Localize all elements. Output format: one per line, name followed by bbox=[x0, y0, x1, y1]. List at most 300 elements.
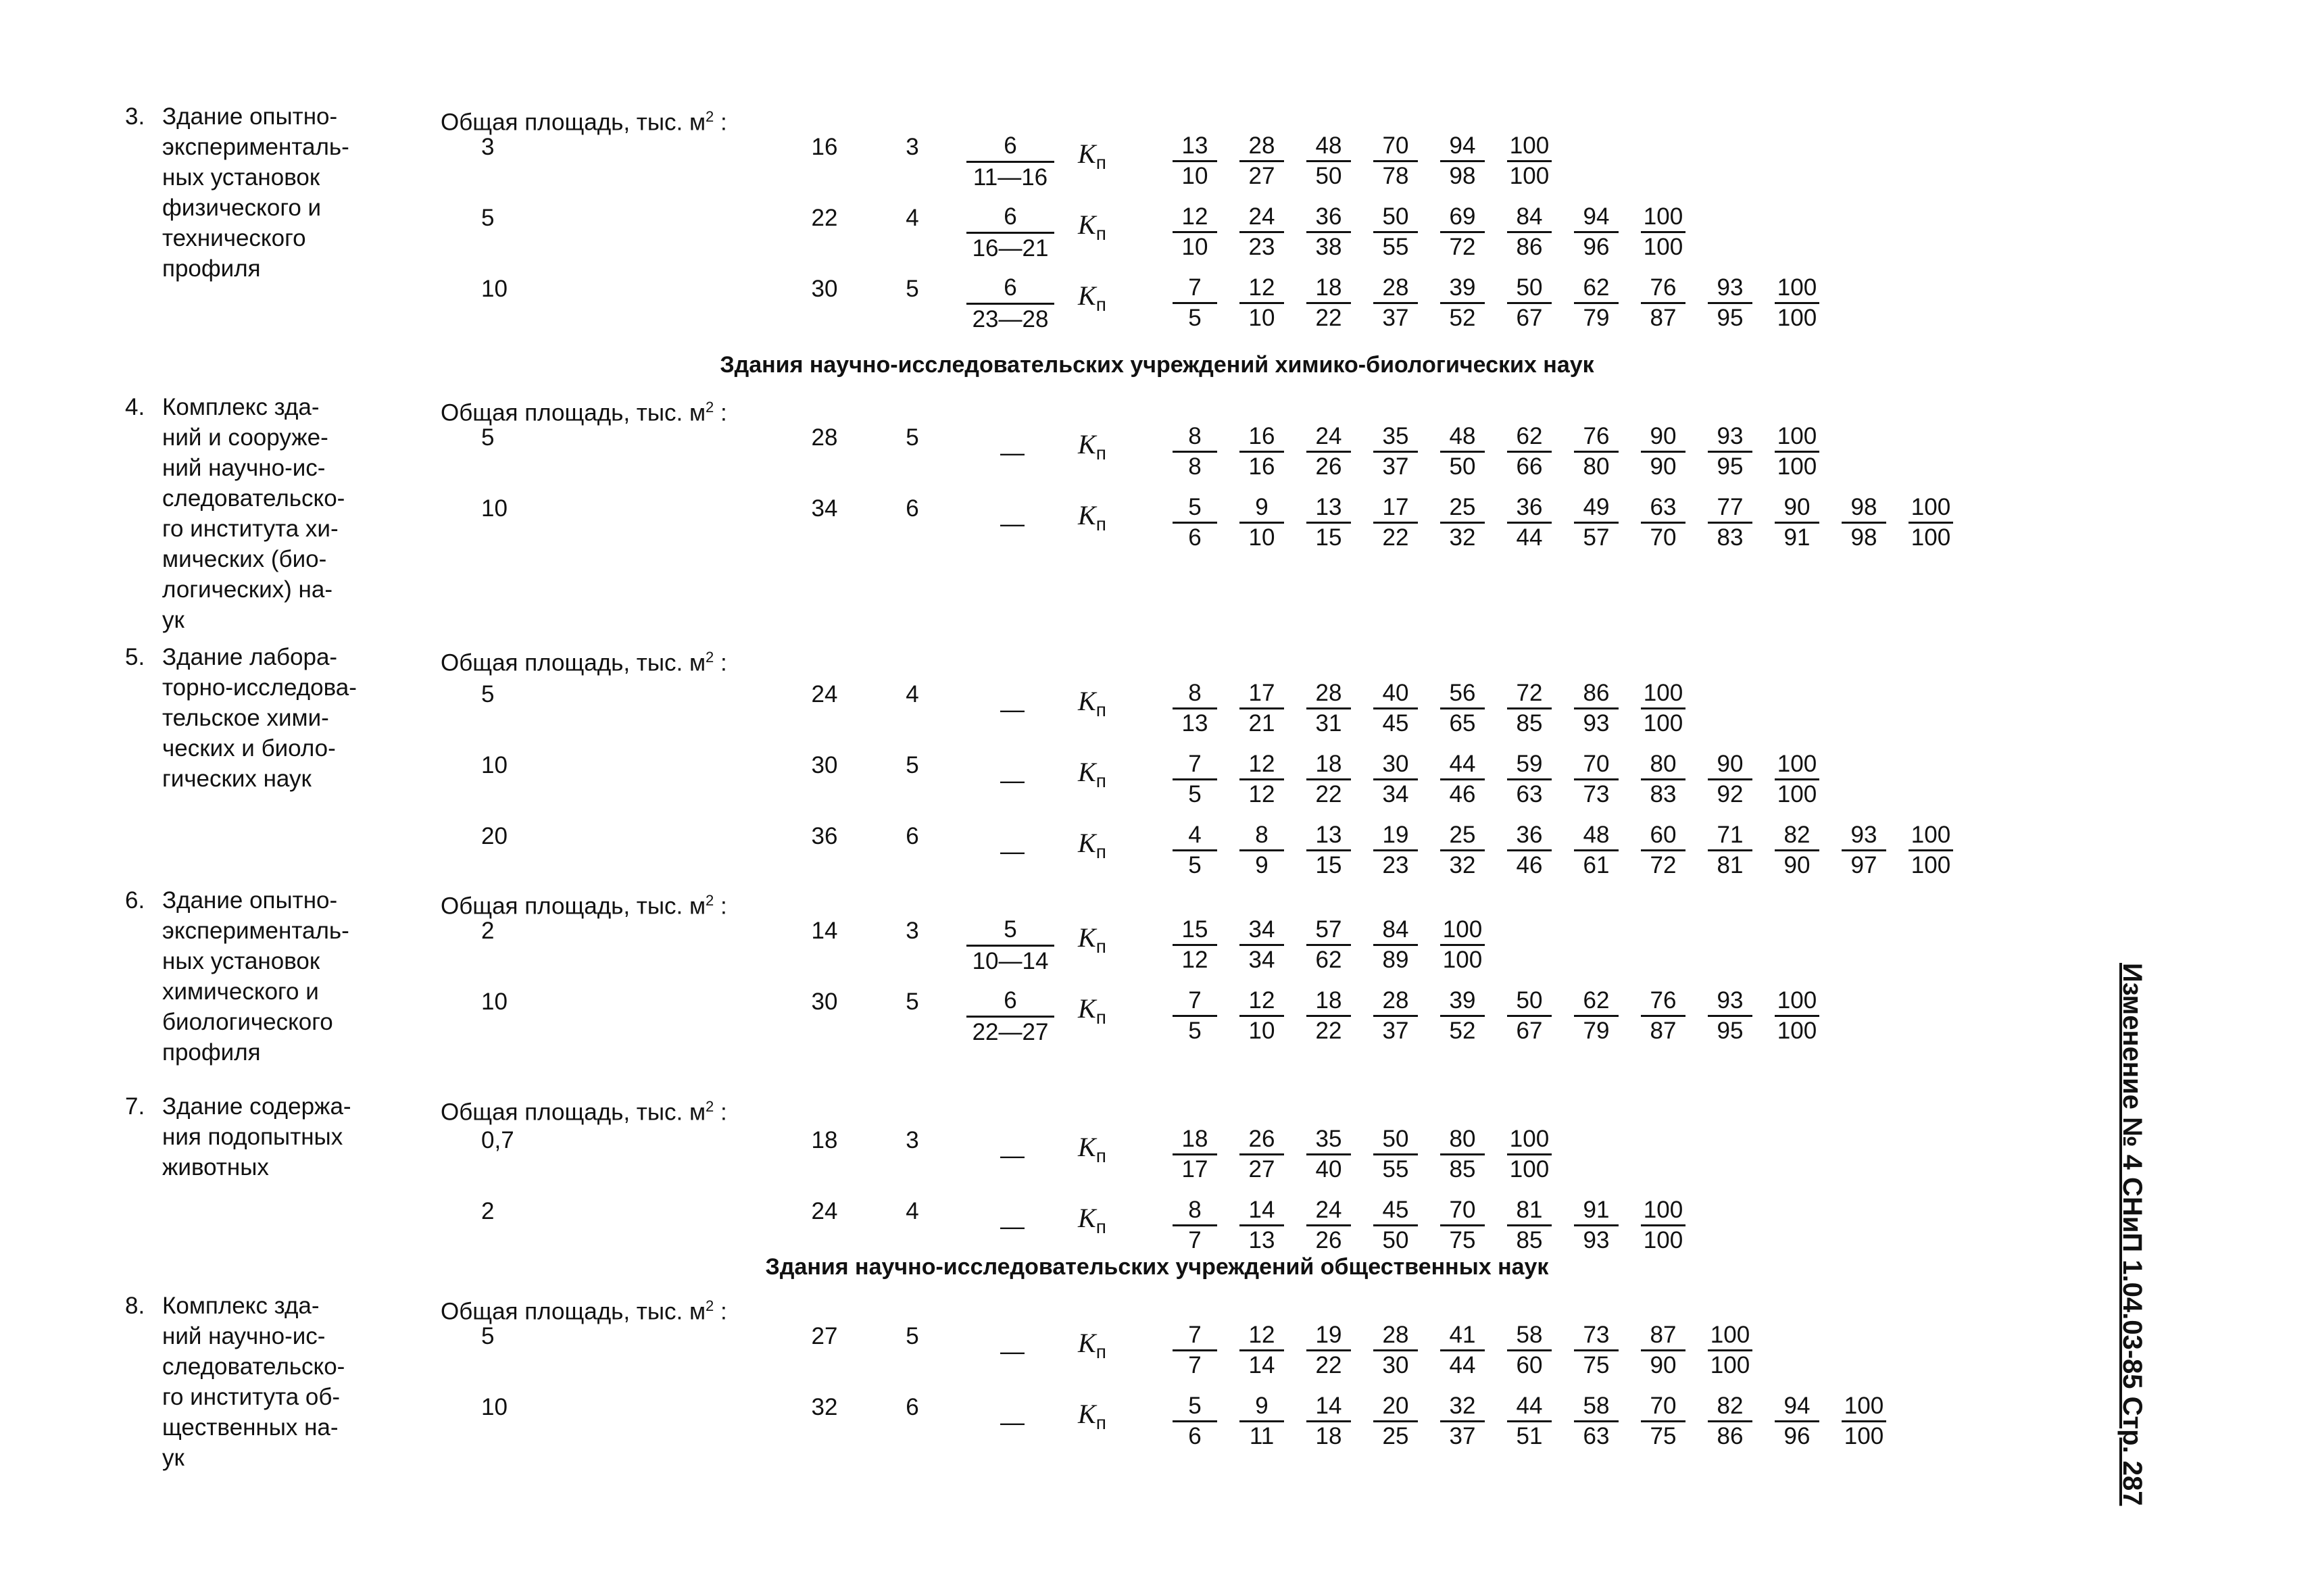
kp-value-fraction bbox=[1173, 422, 1217, 481]
fraction-numerator: 58 bbox=[1507, 1321, 1552, 1351]
fraction-denominator: 73 bbox=[1583, 781, 1610, 807]
kp-coefficient-symbol bbox=[1078, 686, 1106, 725]
total-area-header: Общая площадь, тыс. $м^2$ : bbox=[441, 892, 727, 920]
fraction-numerator: 94 bbox=[1574, 203, 1619, 233]
fraction-numerator: 5 bbox=[1173, 1392, 1217, 1422]
fraction-numerator: 93 bbox=[1708, 274, 1752, 304]
table-row bbox=[0, 1392, 2000, 1466]
fraction-denominator: 44 bbox=[1516, 524, 1543, 551]
total-area-header: Общая площадь, тыс. $м^2$ : bbox=[441, 399, 727, 426]
fraction-numerator: 13 bbox=[1173, 132, 1217, 162]
kp-coefficient-symbol bbox=[1078, 1328, 1106, 1367]
kp-value-fraction bbox=[1173, 493, 1217, 552]
kp-value-fraction bbox=[1909, 821, 1953, 880]
fraction-numerator: 44 bbox=[1507, 1392, 1552, 1422]
stage-value: 5 bbox=[906, 1323, 919, 1349]
kp-value-fraction bbox=[1440, 493, 1485, 552]
fraction-denominator: 90 bbox=[1650, 1352, 1677, 1378]
fraction-numerator: 7 bbox=[1173, 274, 1217, 304]
kp-value-fraction bbox=[1440, 987, 1485, 1045]
fraction-denominator: 100 bbox=[1643, 710, 1683, 737]
fraction-numerator: 6 bbox=[966, 987, 1054, 1018]
fraction-denominator: 6 bbox=[1188, 524, 1202, 551]
kp-value-fraction bbox=[1173, 916, 1217, 974]
fraction-numerator: 100 bbox=[1507, 132, 1552, 162]
kp-value-fraction bbox=[1641, 1196, 1685, 1255]
fraction-numerator: 12 bbox=[1239, 750, 1284, 780]
stage-value: 5 bbox=[906, 424, 919, 451]
kp-value-fraction bbox=[1373, 203, 1418, 261]
kp-value-fraction bbox=[1239, 1196, 1284, 1255]
fraction-numerator: 93 bbox=[1842, 821, 1886, 851]
area-unit-superscript: 2 bbox=[706, 399, 714, 416]
fraction-denominator: 87 bbox=[1650, 305, 1677, 331]
item-number: 6. bbox=[125, 887, 145, 914]
fraction-numerator: 73 bbox=[1574, 1321, 1619, 1351]
area-value: 2 bbox=[481, 918, 495, 944]
stage-value: 3 bbox=[906, 1127, 919, 1153]
fraction-numerator: 94 bbox=[1775, 1392, 1819, 1422]
fraction-denominator: 83 bbox=[1650, 781, 1677, 807]
fraction-denominator: 100 bbox=[1777, 453, 1817, 480]
total-area-label: Общая площадь, тыс. м bbox=[441, 399, 706, 426]
fraction-denominator: 100 bbox=[1442, 947, 1483, 973]
kp-subscript: п bbox=[1096, 1412, 1106, 1433]
fraction-numerator: 12 bbox=[1173, 203, 1217, 233]
duration-value: 16 bbox=[811, 134, 838, 160]
fraction-numerator: 28 bbox=[1373, 987, 1418, 1017]
fraction-denominator: 100 bbox=[1509, 163, 1550, 189]
fraction-numerator: 28 bbox=[1239, 132, 1284, 162]
fraction-denominator: 16—21 bbox=[972, 235, 1049, 261]
kp-value-fraction bbox=[1574, 493, 1619, 552]
fraction-numerator: 18 bbox=[1173, 1125, 1217, 1155]
kp-coefficient-symbol bbox=[1078, 1132, 1106, 1171]
kp-value-fraction bbox=[1708, 1321, 1752, 1380]
fraction-denominator: 44 bbox=[1449, 1352, 1476, 1378]
stage-value: 4 bbox=[906, 1198, 919, 1224]
area-value: 0,7 bbox=[481, 1127, 514, 1153]
fraction-numerator: 71 bbox=[1708, 821, 1752, 851]
fraction-denominator: 10 bbox=[1181, 163, 1208, 189]
kp-value-fraction bbox=[1239, 1321, 1284, 1380]
fraction-denominator: 61 bbox=[1583, 852, 1610, 878]
kp-value-fraction bbox=[1306, 132, 1351, 191]
kp-value-fraction bbox=[1373, 132, 1418, 191]
term-fraction bbox=[966, 132, 1054, 192]
area-value: 5 bbox=[481, 424, 495, 451]
fraction-numerator: 7 bbox=[1173, 750, 1217, 780]
stage-value: 4 bbox=[906, 681, 919, 707]
fraction-denominator: 27 bbox=[1248, 1156, 1275, 1182]
fraction-numerator: 100 bbox=[1775, 987, 1819, 1017]
fraction-denominator: 22 bbox=[1315, 1352, 1342, 1378]
fraction-numerator: 6 bbox=[966, 132, 1054, 163]
fraction-numerator: 17 bbox=[1239, 679, 1284, 709]
kp-letter: K bbox=[1078, 139, 1096, 169]
total-area-label: Общая площадь, тыс. м bbox=[441, 1099, 706, 1126]
fraction-denominator: 37 bbox=[1382, 453, 1409, 480]
kp-value-fraction bbox=[1440, 821, 1485, 880]
kp-value-fraction bbox=[1173, 821, 1217, 880]
no-term-dash: — bbox=[1000, 1337, 1025, 1365]
kp-value-fraction bbox=[1173, 750, 1217, 809]
fraction-numerator: 5 bbox=[966, 916, 1054, 947]
kp-value-fraction bbox=[1373, 916, 1418, 974]
fraction-denominator: 22—27 bbox=[972, 1019, 1049, 1045]
fraction-denominator: 89 bbox=[1382, 947, 1409, 973]
kp-coefficient-symbol bbox=[1078, 429, 1106, 468]
fraction-numerator: 12 bbox=[1239, 987, 1284, 1017]
kp-value-fraction bbox=[1641, 821, 1685, 880]
fraction-numerator: 8 bbox=[1173, 679, 1217, 709]
fraction-denominator: 10—14 bbox=[972, 948, 1049, 974]
table-row bbox=[0, 821, 2000, 895]
duration-value: 36 bbox=[811, 823, 838, 849]
kp-value-fraction bbox=[1173, 987, 1217, 1045]
fraction-denominator: 91 bbox=[1783, 524, 1811, 551]
table-row bbox=[0, 132, 2000, 206]
fraction-numerator: 9 bbox=[1239, 493, 1284, 524]
fraction-numerator: 19 bbox=[1306, 1321, 1351, 1351]
kp-value-fraction bbox=[1173, 132, 1217, 191]
kp-value-fraction bbox=[1173, 1392, 1217, 1451]
term-fraction bbox=[966, 274, 1054, 334]
kp-value-fraction bbox=[1373, 821, 1418, 880]
fraction-numerator: 26 bbox=[1239, 1125, 1284, 1155]
stage-value: 6 bbox=[906, 1394, 919, 1420]
kp-letter: K bbox=[1078, 280, 1096, 311]
fraction-numerator: 12 bbox=[1239, 274, 1284, 304]
kp-value-fraction bbox=[1507, 422, 1552, 481]
kp-value-fraction bbox=[1239, 750, 1284, 809]
fraction-denominator: 31 bbox=[1315, 710, 1342, 737]
fraction-numerator: 70 bbox=[1574, 750, 1619, 780]
fraction-numerator: 98 bbox=[1842, 493, 1886, 524]
no-term-dash: — bbox=[1000, 1212, 1025, 1240]
kp-subscript: п bbox=[1096, 1216, 1106, 1237]
kp-value-fraction bbox=[1306, 916, 1351, 974]
fraction-numerator: 62 bbox=[1574, 274, 1619, 304]
table-row bbox=[0, 203, 2000, 277]
fraction-denominator: 10 bbox=[1181, 234, 1208, 260]
fraction-numerator: 41 bbox=[1440, 1321, 1485, 1351]
fraction-denominator: 100 bbox=[1911, 852, 1951, 878]
table-row bbox=[0, 1321, 2000, 1395]
fraction-denominator: 37 bbox=[1449, 1423, 1476, 1449]
fraction-numerator: 24 bbox=[1306, 422, 1351, 453]
fraction-denominator: 93 bbox=[1583, 1227, 1610, 1253]
fraction-denominator: 72 bbox=[1650, 852, 1677, 878]
fraction-numerator: 13 bbox=[1306, 821, 1351, 851]
total-area-label: Общая площадь, тыс. м bbox=[441, 893, 706, 920]
fraction-numerator: 70 bbox=[1373, 132, 1418, 162]
fraction-denominator: 87 bbox=[1650, 1018, 1677, 1044]
fraction-numerator: 100 bbox=[1440, 916, 1485, 946]
duration-value: 24 bbox=[811, 1198, 838, 1224]
area-value: 10 bbox=[481, 752, 508, 778]
fraction-numerator: 25 bbox=[1440, 821, 1485, 851]
item-title: Здание содержа- ния подопытных животных bbox=[162, 1093, 351, 1180]
fraction-denominator: 63 bbox=[1516, 781, 1543, 807]
fraction-numerator: 93 bbox=[1708, 987, 1752, 1017]
fraction-denominator: 97 bbox=[1850, 852, 1877, 878]
stage-value: 5 bbox=[906, 752, 919, 778]
fraction-denominator: 52 bbox=[1449, 305, 1476, 331]
kp-value-fraction bbox=[1574, 750, 1619, 809]
stage-value: 4 bbox=[906, 205, 919, 231]
kp-value-fraction bbox=[1641, 203, 1685, 261]
duration-value: 18 bbox=[811, 1127, 838, 1153]
stage-value: 6 bbox=[906, 495, 919, 522]
fraction-numerator: 84 bbox=[1373, 916, 1418, 946]
kp-value-fraction bbox=[1507, 1125, 1552, 1184]
fraction-numerator: 36 bbox=[1507, 821, 1552, 851]
kp-subscript: п bbox=[1096, 770, 1106, 791]
fraction-denominator: 17 bbox=[1181, 1156, 1208, 1182]
kp-value-fraction bbox=[1306, 987, 1351, 1045]
item-title: Комплекс зда- ний и сооруже- ний научно-ис- следовательско- го института хи- мических (био- логических) на- ук bbox=[162, 394, 345, 633]
table-row bbox=[0, 987, 2000, 1061]
kp-coefficient-symbol bbox=[1078, 1203, 1106, 1242]
duration-value: 34 bbox=[811, 495, 838, 522]
fraction-denominator: 100 bbox=[1777, 1018, 1817, 1044]
kp-value-fraction bbox=[1306, 1392, 1351, 1451]
kp-letter: K bbox=[1078, 429, 1096, 459]
fraction-numerator: 76 bbox=[1641, 274, 1685, 304]
fraction-denominator: 10 bbox=[1248, 524, 1275, 551]
fraction-numerator: 82 bbox=[1775, 821, 1819, 851]
kp-value-fraction bbox=[1306, 274, 1351, 332]
kp-value-fraction bbox=[1373, 1196, 1418, 1255]
fraction-denominator: 95 bbox=[1717, 305, 1744, 331]
kp-value-fraction bbox=[1173, 1196, 1217, 1255]
kp-value-fraction bbox=[1909, 493, 1953, 552]
fraction-numerator: 6 bbox=[966, 274, 1054, 305]
kp-subscript: п bbox=[1096, 1145, 1106, 1166]
fraction-numerator: 80 bbox=[1641, 750, 1685, 780]
kp-value-fraction bbox=[1373, 422, 1418, 481]
fraction-denominator: 85 bbox=[1516, 710, 1543, 737]
fraction-numerator: 39 bbox=[1440, 987, 1485, 1017]
fraction-denominator: 50 bbox=[1315, 163, 1342, 189]
fraction-denominator: 92 bbox=[1717, 781, 1744, 807]
area-value: 10 bbox=[481, 495, 508, 522]
fraction-numerator: 7 bbox=[1173, 987, 1217, 1017]
area-unit-superscript: 2 bbox=[706, 1297, 714, 1314]
table-row bbox=[0, 679, 2000, 753]
fraction-numerator: 48 bbox=[1574, 821, 1619, 851]
fraction-denominator: 100 bbox=[1777, 781, 1817, 807]
kp-value-fraction bbox=[1507, 987, 1552, 1045]
kp-value-fraction bbox=[1775, 821, 1819, 880]
kp-value-fraction bbox=[1507, 679, 1552, 738]
kp-letter: K bbox=[1078, 1132, 1096, 1162]
fraction-numerator: 93 bbox=[1708, 422, 1752, 453]
fraction-denominator: 23 bbox=[1248, 234, 1275, 260]
duration-value: 30 bbox=[811, 276, 838, 302]
kp-value-fraction bbox=[1708, 1392, 1752, 1451]
fraction-denominator: 25 bbox=[1382, 1423, 1409, 1449]
fraction-denominator: 75 bbox=[1449, 1227, 1476, 1253]
fraction-numerator: 62 bbox=[1574, 987, 1619, 1017]
kp-value-fraction bbox=[1173, 1321, 1217, 1380]
kp-subscript: п bbox=[1096, 1007, 1106, 1028]
kp-value-fraction bbox=[1507, 821, 1552, 880]
fraction-numerator: 77 bbox=[1708, 493, 1752, 524]
fraction-denominator: 10 bbox=[1248, 1018, 1275, 1044]
kp-value-fraction bbox=[1708, 493, 1752, 552]
fraction-numerator: 24 bbox=[1239, 203, 1284, 233]
kp-value-fraction bbox=[1306, 1321, 1351, 1380]
fraction-numerator: 19 bbox=[1373, 821, 1418, 851]
total-area-header: Общая площадь, тыс. $м^2$ : bbox=[441, 649, 727, 676]
fraction-denominator: 70 bbox=[1650, 524, 1677, 551]
fraction-numerator: 36 bbox=[1507, 493, 1552, 524]
fraction-numerator: 100 bbox=[1775, 274, 1819, 304]
fraction-denominator: 90 bbox=[1650, 453, 1677, 480]
fraction-numerator: 82 bbox=[1708, 1392, 1752, 1422]
item-number: 4. bbox=[125, 394, 145, 420]
fraction-denominator: 93 bbox=[1583, 710, 1610, 737]
fraction-numerator: 36 bbox=[1306, 203, 1351, 233]
fraction-denominator: 8 bbox=[1188, 453, 1202, 480]
kp-value-fraction bbox=[1708, 274, 1752, 332]
fraction-numerator: 56 bbox=[1440, 679, 1485, 709]
fraction-denominator: 80 bbox=[1583, 453, 1610, 480]
total-area-label: Общая площадь, тыс. м bbox=[441, 649, 706, 676]
fraction-numerator: 15 bbox=[1173, 916, 1217, 946]
area-value: 3 bbox=[481, 134, 495, 160]
fraction-numerator: 32 bbox=[1440, 1392, 1485, 1422]
kp-value-fraction bbox=[1708, 987, 1752, 1045]
fraction-denominator: 98 bbox=[1449, 163, 1476, 189]
kp-value-fraction bbox=[1373, 1125, 1418, 1184]
kp-subscript: п bbox=[1096, 841, 1106, 862]
kp-value-fraction bbox=[1239, 493, 1284, 552]
fraction-denominator: 62 bbox=[1315, 947, 1342, 973]
fraction-numerator: 58 bbox=[1574, 1392, 1619, 1422]
kp-value-fraction bbox=[1507, 1196, 1552, 1255]
kp-value-fraction bbox=[1641, 493, 1685, 552]
kp-value-fraction bbox=[1306, 493, 1351, 552]
kp-value-fraction bbox=[1440, 1125, 1485, 1184]
fraction-denominator: 5 bbox=[1188, 305, 1202, 331]
kp-value-fraction bbox=[1306, 1125, 1351, 1184]
fraction-denominator: 45 bbox=[1382, 710, 1409, 737]
kp-value-fraction bbox=[1574, 1321, 1619, 1380]
fraction-numerator: 25 bbox=[1440, 493, 1485, 524]
no-term-dash: — bbox=[1000, 695, 1025, 723]
fraction-numerator: 100 bbox=[1909, 821, 1953, 851]
kp-subscript: п bbox=[1096, 294, 1106, 315]
table-row bbox=[0, 274, 2000, 348]
fraction-denominator: 13 bbox=[1181, 710, 1208, 737]
kp-value-fraction bbox=[1239, 987, 1284, 1045]
fraction-numerator: 84 bbox=[1507, 203, 1552, 233]
area-value: 10 bbox=[481, 1394, 508, 1420]
fraction-denominator: 96 bbox=[1783, 1423, 1811, 1449]
kp-coefficient-symbol bbox=[1078, 280, 1106, 320]
fraction-denominator: 46 bbox=[1516, 852, 1543, 878]
kp-value-fraction bbox=[1440, 1392, 1485, 1451]
no-term-dash: — bbox=[1000, 1141, 1025, 1169]
fraction-numerator: 90 bbox=[1708, 750, 1752, 780]
total-area-label: Общая площадь, тыс. м bbox=[441, 109, 706, 136]
fraction-numerator: 57 bbox=[1306, 916, 1351, 946]
fraction-denominator: 30 bbox=[1382, 1352, 1409, 1378]
kp-value-fraction bbox=[1641, 750, 1685, 809]
fraction-numerator: 63 bbox=[1641, 493, 1685, 524]
fraction-numerator: 48 bbox=[1306, 132, 1351, 162]
kp-letter: K bbox=[1078, 1328, 1096, 1358]
fraction-numerator: 34 bbox=[1239, 916, 1284, 946]
fraction-denominator: 98 bbox=[1850, 524, 1877, 551]
table-row bbox=[0, 916, 2000, 990]
kp-value-fraction bbox=[1775, 493, 1819, 552]
fraction-denominator: 27 bbox=[1248, 163, 1275, 189]
fraction-numerator: 28 bbox=[1373, 274, 1418, 304]
area-unit-superscript: 2 bbox=[706, 649, 714, 666]
stage-value: 3 bbox=[906, 918, 919, 944]
fraction-numerator: 100 bbox=[1641, 203, 1685, 233]
total-area-header: Общая площадь, тыс. $м^2$ : bbox=[441, 1098, 727, 1126]
kp-letter: K bbox=[1078, 686, 1096, 716]
fraction-denominator: 85 bbox=[1449, 1156, 1476, 1182]
fraction-denominator: 7 bbox=[1188, 1352, 1202, 1378]
kp-letter: K bbox=[1078, 993, 1096, 1024]
kp-letter: K bbox=[1078, 209, 1096, 240]
fraction-numerator: 28 bbox=[1306, 679, 1351, 709]
fraction-denominator: 23 bbox=[1382, 852, 1409, 878]
kp-value-fraction bbox=[1574, 821, 1619, 880]
fraction-numerator: 100 bbox=[1708, 1321, 1752, 1351]
area-unit-superscript: 2 bbox=[706, 892, 714, 909]
item-number: 3. bbox=[125, 103, 145, 130]
kp-value-fraction bbox=[1173, 203, 1217, 261]
kp-value-fraction bbox=[1440, 1196, 1485, 1255]
item-title: Комплекс зда- ний научно-ис- следовательско- го института об- щественных на- ук bbox=[162, 1293, 345, 1471]
fraction-denominator: 51 bbox=[1516, 1423, 1543, 1449]
fraction-denominator: 7 bbox=[1188, 1227, 1202, 1253]
kp-value-fraction bbox=[1641, 422, 1685, 481]
fraction-numerator: 80 bbox=[1440, 1125, 1485, 1155]
fraction-denominator: 95 bbox=[1717, 453, 1744, 480]
fraction-denominator: 90 bbox=[1783, 852, 1811, 878]
fraction-denominator: 12 bbox=[1181, 947, 1208, 973]
kp-value-fraction bbox=[1373, 987, 1418, 1045]
stage-value: 6 bbox=[906, 823, 919, 849]
kp-coefficient-symbol bbox=[1078, 757, 1106, 796]
fraction-numerator: 18 bbox=[1306, 750, 1351, 780]
fraction-denominator: 12 bbox=[1248, 781, 1275, 807]
fraction-numerator: 24 bbox=[1306, 1196, 1351, 1226]
fraction-numerator: 60 bbox=[1641, 821, 1685, 851]
kp-value-fraction bbox=[1306, 679, 1351, 738]
fraction-denominator: 83 bbox=[1717, 524, 1744, 551]
fraction-denominator: 38 bbox=[1315, 234, 1342, 260]
fraction-denominator: 55 bbox=[1382, 234, 1409, 260]
fraction-numerator: 28 bbox=[1373, 1321, 1418, 1351]
fraction-denominator: 50 bbox=[1449, 453, 1476, 480]
kp-value-fraction bbox=[1574, 987, 1619, 1045]
fraction-denominator: 79 bbox=[1583, 1018, 1610, 1044]
kp-value-fraction bbox=[1440, 1321, 1485, 1380]
kp-value-fraction bbox=[1574, 1196, 1619, 1255]
kp-value-fraction bbox=[1239, 679, 1284, 738]
kp-value-fraction bbox=[1440, 679, 1485, 738]
kp-value-fraction bbox=[1440, 203, 1485, 261]
